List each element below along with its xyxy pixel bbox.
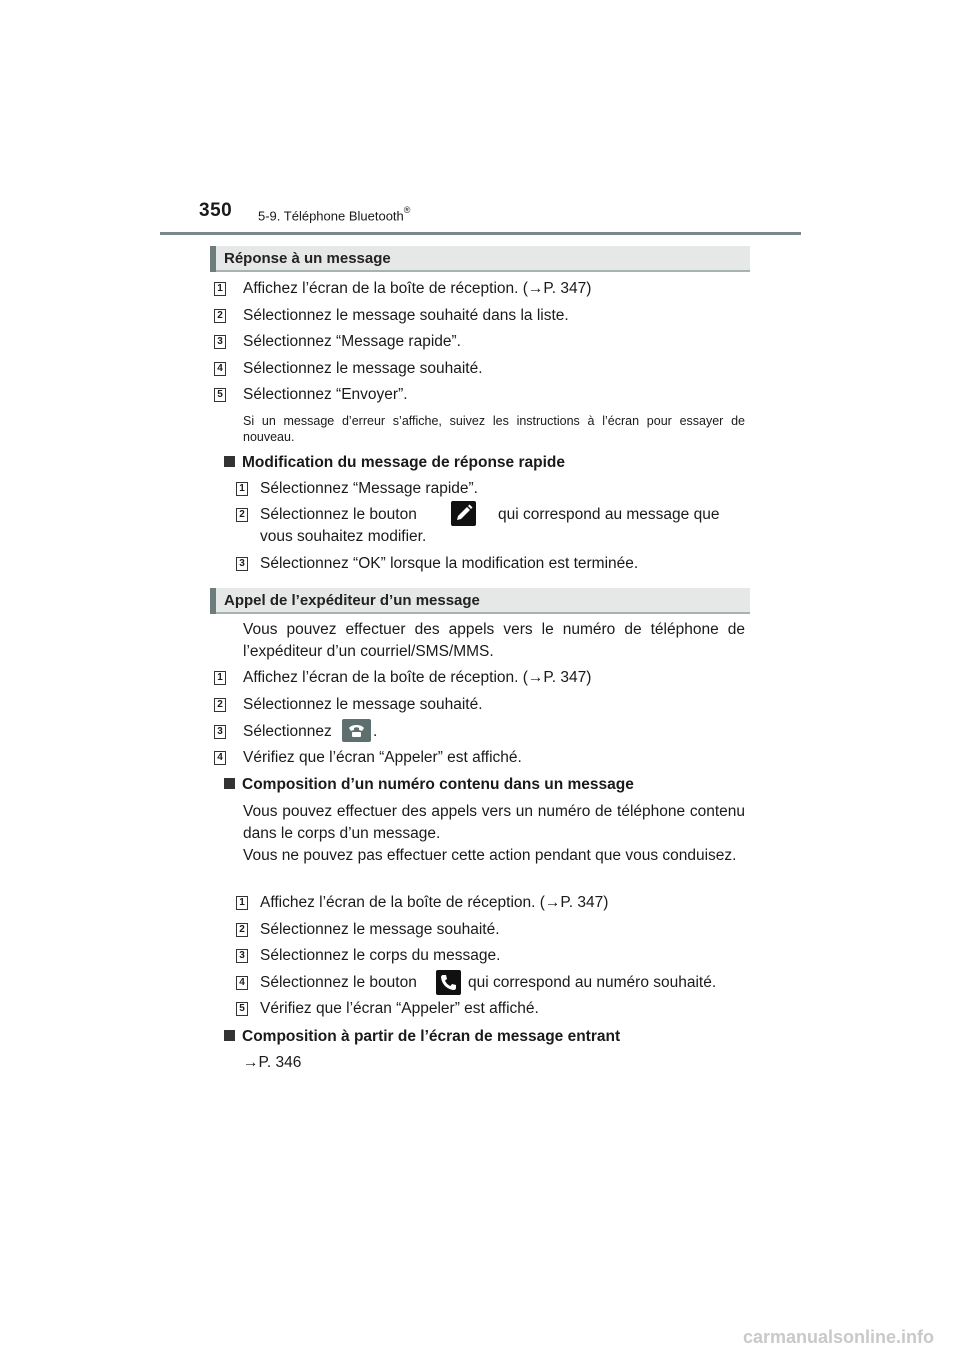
chapter-title bbox=[258, 207, 410, 223]
step-text: Affichez l’écran de la boîte de réception. (→P. 347) bbox=[243, 669, 592, 686]
step-text-before: Sélectionnez le bouton bbox=[260, 974, 417, 991]
page-reference-link[interactable]: →P. 346 bbox=[243, 1054, 302, 1071]
step-text: Vérifiez que l’écran “Appeler” est affiché. bbox=[260, 1000, 539, 1017]
step-text: Affichez l’écran de la boîte de réception. (→P. 347) bbox=[243, 280, 592, 297]
step-number: 1 bbox=[236, 896, 248, 910]
step-number: 5 bbox=[214, 388, 226, 402]
step-text-cont: vous souhaitez modifier. bbox=[260, 528, 427, 545]
phone-call-icon bbox=[436, 970, 461, 995]
subsection-title-text: Composition d’un numéro contenu dans un message bbox=[242, 776, 634, 793]
phone-call-icon-svg bbox=[436, 970, 461, 995]
section-header-call-sender bbox=[210, 588, 750, 614]
step-number: 2 bbox=[236, 923, 248, 937]
step-text-after: qui correspond au numéro souhaité. bbox=[468, 974, 717, 991]
page-number: 350 bbox=[199, 200, 233, 221]
subsection-title-text: Modification du message de réponse rapide bbox=[242, 454, 565, 471]
section-header-reply bbox=[210, 246, 750, 272]
step-text: Vérifiez que l’écran “Appeler” est affiché. bbox=[243, 749, 522, 766]
error-note: Si un message d’erreur s’affiche, suivez les instructions à l’écran pour essayer de nouveau. bbox=[243, 414, 745, 444]
section-header-bar bbox=[210, 588, 216, 614]
step-number: 4 bbox=[214, 362, 226, 376]
watermark: carmanualsonline.info bbox=[742, 1327, 934, 1347]
bullet-square bbox=[224, 778, 235, 789]
subsection-title bbox=[224, 776, 634, 794]
phone-handset-icon bbox=[342, 719, 371, 742]
subsection-title bbox=[224, 454, 565, 472]
step-text: Sélectionnez le corps du message. bbox=[260, 947, 501, 964]
section-title: Appel de l’expéditeur d’un message bbox=[224, 592, 480, 609]
step-number: 4 bbox=[236, 976, 248, 990]
step-number: 3 bbox=[214, 335, 226, 349]
step-text-before: Sélectionnez bbox=[243, 723, 332, 740]
bullet-square bbox=[224, 1030, 235, 1041]
header-rule bbox=[160, 232, 801, 235]
step-text: Sélectionnez “Envoyer”. bbox=[243, 386, 408, 403]
step-number: 3 bbox=[236, 557, 248, 571]
step-text: Sélectionnez le message souhaité dans la liste. bbox=[243, 307, 569, 324]
subsection-para: Vous pouvez effectuer des appels vers un numéro de téléphone contenu dans le corps d’un message. bbox=[243, 803, 745, 842]
bullet-square bbox=[224, 456, 235, 467]
registered-mark: ® bbox=[403, 205, 411, 215]
step-text: Sélectionnez le message souhaité. bbox=[260, 921, 500, 938]
step-text-after: . bbox=[373, 723, 378, 740]
phone-handset-icon-svg bbox=[342, 719, 371, 742]
pencil-icon-svg bbox=[451, 501, 476, 526]
step-number: 3 bbox=[236, 949, 248, 963]
section-title: Réponse à un message bbox=[224, 250, 391, 267]
step-number: 3 bbox=[214, 725, 226, 739]
subsection-title bbox=[224, 1028, 620, 1046]
step-text: Affichez l’écran de la boîte de réception. (→P. 347) bbox=[260, 894, 609, 911]
step-number: 2 bbox=[236, 508, 248, 522]
step-text: Sélectionnez “Message rapide”. bbox=[260, 480, 478, 497]
step-text: Sélectionnez le message souhaité. bbox=[243, 360, 483, 377]
subsection-title-text: Composition à partir de l’écran de message entrant bbox=[242, 1028, 621, 1045]
step-number: 5 bbox=[236, 1002, 248, 1016]
chapter-text: 5-9. Téléphone Bluetooth bbox=[258, 208, 404, 224]
step-text-after: qui correspond au message que bbox=[498, 506, 720, 523]
step-number: 2 bbox=[214, 309, 226, 323]
step-number: 1 bbox=[214, 282, 226, 296]
subsection-para: Vous ne pouvez pas effectuer cette action pendant que vous conduisez. bbox=[243, 847, 737, 864]
step-text: Sélectionnez le message souhaité. bbox=[243, 696, 483, 713]
step-text: Sélectionnez “Message rapide”. bbox=[243, 333, 461, 350]
step-number: 1 bbox=[236, 482, 248, 496]
section-intro: Vous pouvez effectuer des appels vers le numéro de téléphone de l’expéditeur d’un courriel/SMS/MMS. bbox=[243, 621, 745, 660]
step-number: 1 bbox=[214, 671, 226, 685]
step-number: 4 bbox=[214, 751, 226, 765]
step-text: Sélectionnez “OK” lorsque la modification est terminée. bbox=[260, 555, 639, 572]
pencil-icon bbox=[451, 501, 476, 526]
section-header-bar bbox=[210, 246, 216, 272]
step-number: 2 bbox=[214, 698, 226, 712]
step-text-before: Sélectionnez le bouton bbox=[260, 506, 417, 523]
